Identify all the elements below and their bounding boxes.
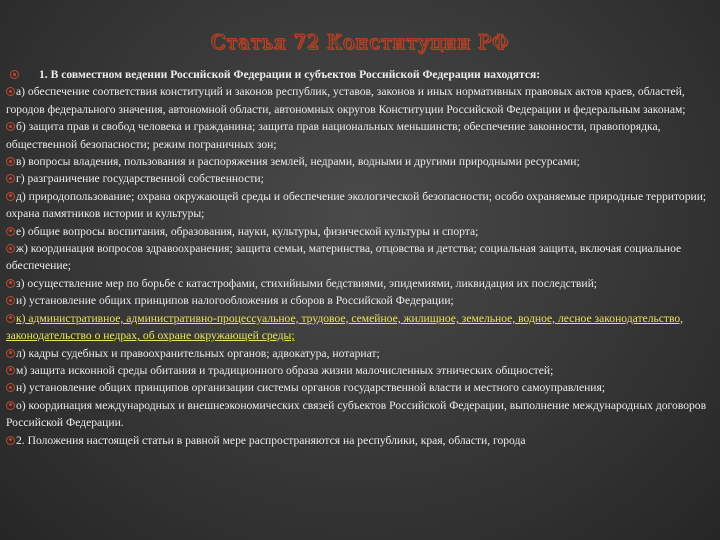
circle-bullet-icon	[6, 157, 15, 166]
list-item	[6, 292, 714, 309]
circle-bullet-icon	[6, 244, 15, 253]
list-item-text: д) природопользование; охрана окружающей среды и обеспечение экологической безопасности; особо охраняемые природные территории; охрана памятников истории и культуры;	[6, 189, 707, 221]
list-item	[6, 379, 714, 396]
list-item-text: ж) координация вопросов здравоохранения; защита семьи, материнства, отцовства и детства; социальная защита, включая социальное обеспечение;	[6, 242, 682, 273]
circle-bullet-icon	[10, 70, 19, 79]
list-item	[6, 83, 714, 118]
list-item	[6, 240, 714, 275]
circle-bullet-icon	[6, 349, 15, 358]
list-item	[6, 188, 714, 223]
list-item-text: в) вопросы владения, пользования и распоряжения землей, недрами, водными и другими природными ресурсами;	[16, 155, 580, 169]
list-item	[6, 153, 714, 170]
circle-bullet-icon	[6, 314, 15, 323]
list-item	[6, 345, 714, 362]
list-item	[6, 118, 714, 153]
list-item-text: м) защита исконной среды обитания и традиционного образа жизни малочисленных этнических общностей;	[16, 363, 554, 377]
highlighted-link-text[interactable]: к) административное, административно-процессуальное, трудовое, семейное, жилищное, земельное, водное, лесное законодательство, законодательство о недрах, об охране окружающей среды;	[6, 311, 684, 343]
list-item-highlighted	[6, 310, 714, 345]
list-item-text: 2. Положения настоящей статьи в равной мере распространяются на республики, края, области, города	[16, 433, 526, 447]
circle-bullet-icon	[6, 192, 15, 201]
list-item	[6, 362, 714, 379]
list-item-text: б) защита прав и свобод человека и гражданина; защита прав национальных меньшинств; обеспечение законности, правопорядка, общественной безопасности; режим пограничных зон;	[6, 120, 661, 151]
circle-bullet-icon	[6, 366, 15, 375]
slide-title: Статья 72 Конституции РФ	[210, 30, 510, 54]
circle-bullet-icon	[6, 227, 15, 236]
circle-bullet-icon	[6, 383, 15, 392]
circle-bullet-icon	[6, 87, 15, 96]
list-item-text: е) общие вопросы воспитания, образования, науки, культуры, физической культуры и спорта;	[16, 224, 479, 238]
circle-bullet-icon	[6, 401, 15, 410]
list-item-text: и) установление общих принципов налогообложения и сборов в Российской Федерации;	[16, 294, 454, 308]
circle-bullet-icon	[6, 279, 15, 288]
circle-bullet-icon	[6, 174, 15, 183]
list-item-text: з) осуществление мер по борьбе с катастрофами, стихийными бедствиями, эпидемиями, ликвидация их последствий;	[16, 276, 598, 290]
list-item-text: н) установление общих принципов организации системы органов государственной власти и местного самоуправления;	[16, 381, 606, 395]
list-item-text: 1. В совместном ведении Российской Федерации и субъектов Российской Федерации находятся:	[39, 68, 541, 81]
list-item-text: о) координация международных и внешнеэкономических связей субъектов Российской Федерации, выполнение международных договоров Российской Федерации.	[6, 398, 707, 430]
list-item-text: л) кадры судебных и правоохранительных органов; адвокатура, нотариат;	[16, 346, 380, 360]
list-item-text: г) разграничение государственной собственности;	[16, 172, 264, 186]
list-item-intro	[6, 66, 714, 83]
article-content	[6, 66, 714, 449]
list-item	[6, 432, 714, 449]
list-item-text: а) обеспечение соответствия конституций и законов республик, уставов, законов и иных нормативных правовых актов краев, областей, городов федерального значения, автономной области, автономных округов Конституции Российской Федерации и федеральным законам;	[6, 85, 686, 116]
list-item	[6, 397, 714, 432]
list-item	[6, 223, 714, 240]
list-item	[6, 170, 714, 187]
circle-bullet-icon	[6, 296, 15, 305]
circle-bullet-icon	[6, 436, 15, 445]
circle-bullet-icon	[6, 122, 15, 131]
list-item	[6, 275, 714, 292]
